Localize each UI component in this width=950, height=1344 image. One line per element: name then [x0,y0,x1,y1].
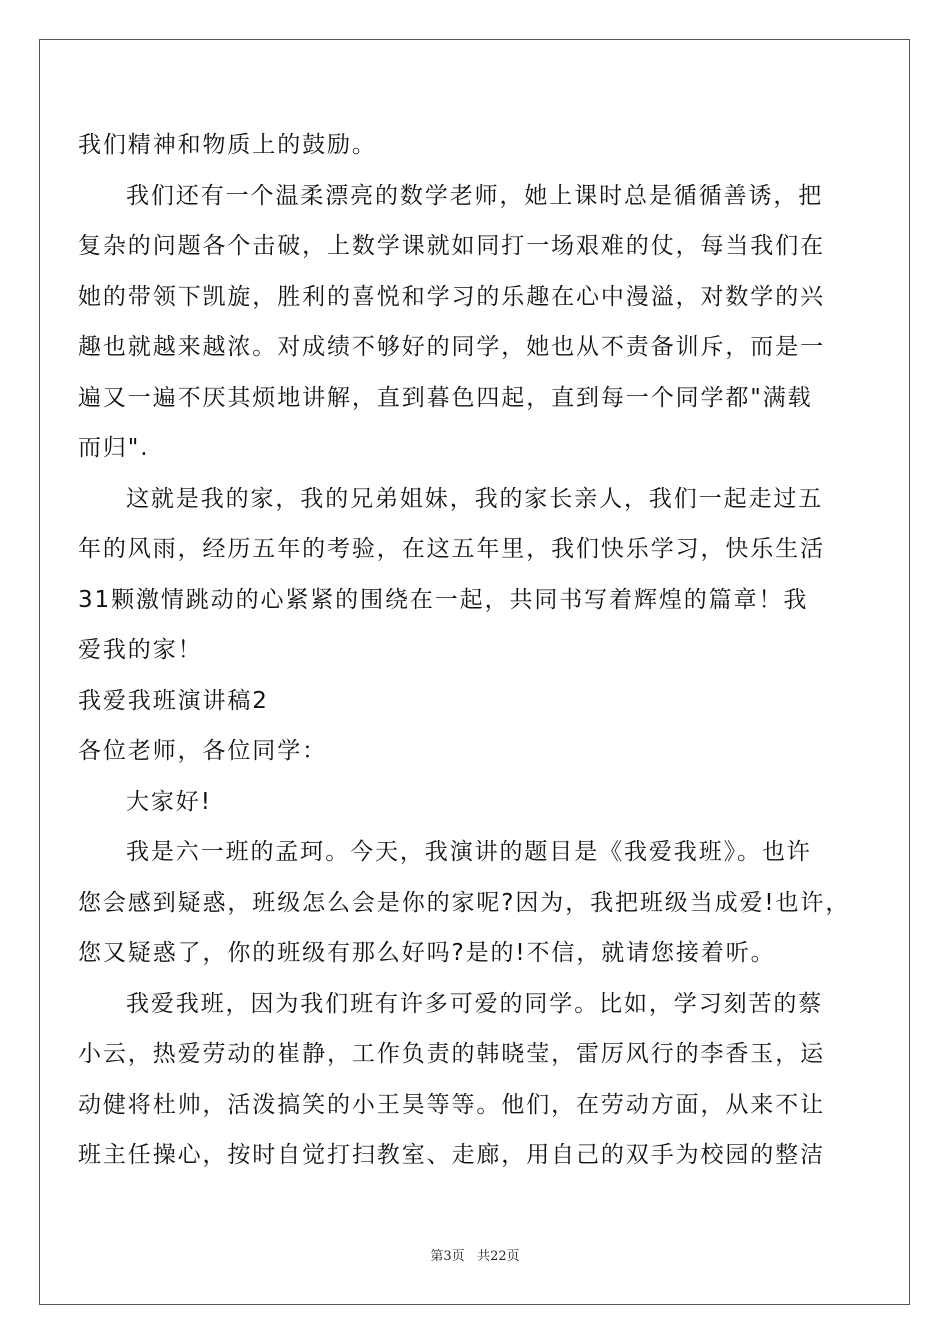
text-line: 我是六一班的孟珂。今天，我演讲的题目是《我爱我班》。也许 [126,839,812,865]
text-line: 动健将杜帅，活泼搞笑的小王昊等等。他们，在劳动方面，从来不让 [78,1091,825,1118]
document-body [78,120,878,1181]
text-line: 这就是我的家，我的兄弟姐妹，我的家长亲人，我们一起走过五 [126,485,824,512]
text-line: 31颗激情跳动的心紧紧的围绕在一起，共同书写着辉煌的篇章！我 [78,586,809,613]
text-line: 您会感到疑惑，班级怎么会是你的家呢?因为，我把班级当成爱!也许， [78,889,851,916]
text-line: 复杂的问题各个击破，上数学课就如同打一场艰难的仗，每当我们在 [78,233,825,259]
text-line: 我们还有一个温柔漂亮的数学老师，她上课时总是循循善诱，把 [126,182,824,209]
page-total: 共22页 [477,1249,520,1264]
text-line: 我爱我班，因为我们班有许多可爱的同学。比如，学习刻苦的蔡 [126,990,824,1017]
text-line: 趣也就越来越浓。对成绩不够好的同学，她也从不责备训斥，而是一 [78,334,825,360]
text-line: 遍又一遍不厌其烦地讲解，直到暮色四起，直到每一个同学都"满载 [78,384,813,411]
text-line: 您又疑惑了，你的班级有那么好吗?是的!不信，就请您接着听。 [78,940,776,966]
salutation: 各位老师，各位同学： [78,738,327,764]
text-line: 班主任操心，按时自觉打扫教室、走廊，用自己的双手为校园的整洁 [78,1142,825,1168]
text-line: 我们精神和物质上的鼓励。 [78,132,377,158]
text-line: 年的风雨，经历五年的考验，在这五年里，我们快乐学习，快乐生活 [78,536,825,562]
text-line: 小云，热爱劳动的崔静，工作负责的韩晓莹，雷厉风行的李香玉，运 [78,1041,825,1067]
text-line: 她的带领下凯旋，胜利的喜悦和学习的乐趣在心中漫溢，对数学的兴 [78,283,825,310]
section-title: 我爱我班演讲稿2 [78,687,269,714]
page-number: 第3页 [430,1249,465,1264]
page-footer [0,1245,950,1264]
text-line: 爱我的家！ [78,637,203,663]
greeting: 大家好! [126,788,212,815]
text-line: 而归". [78,435,150,461]
